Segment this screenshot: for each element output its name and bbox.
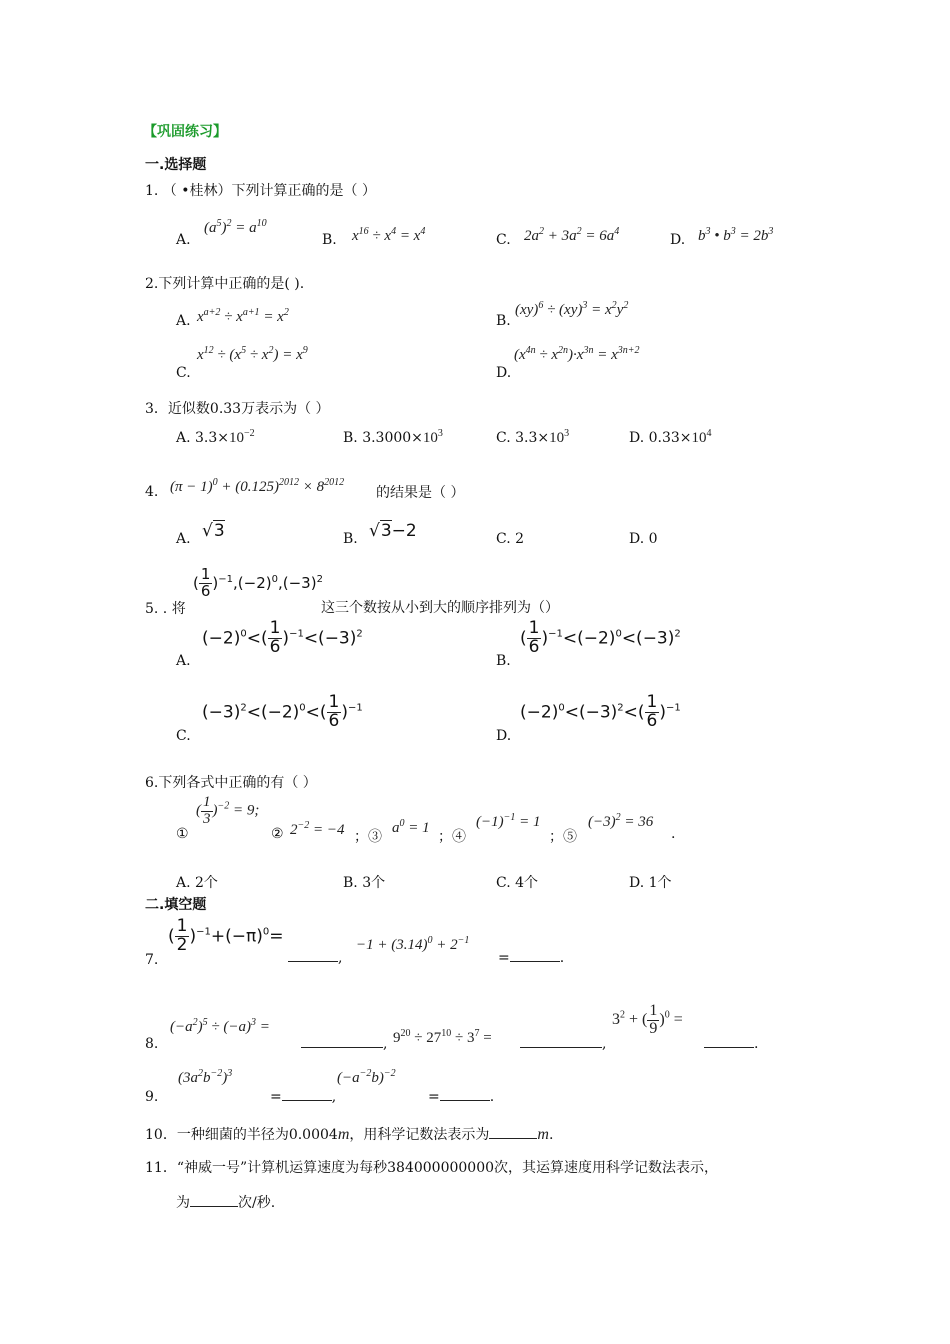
q2-a-label: A. — [176, 313, 191, 329]
q6-d: D. 1个 — [629, 875, 672, 891]
q3-b: B. $3.3000\times 10^3$ — [343, 428, 443, 446]
q4-c: C. 2 — [496, 531, 525, 547]
q2-c-label: C. — [176, 365, 191, 381]
q2-d-label: D. — [496, 365, 512, 381]
q2-b-formula: $(xy)^6 \div (xy)^3 = x^2y^2$ — [515, 300, 629, 318]
q9-blank-2[interactable]: = . — [428, 1089, 495, 1105]
q5-d-label: D. — [496, 728, 512, 744]
q9-blank-1[interactable]: = , — [270, 1089, 337, 1105]
q7-expr-1: ( $\frac{1}{2}$ )$^{-1}+(-\pi)^0=$ — [168, 916, 284, 955]
q6-stem: 6.下列各式中正确的有（ ） — [145, 775, 317, 791]
q7-blank-2[interactable]: = . — [498, 950, 565, 966]
q7-num: 7. — [145, 952, 159, 968]
q9-num: 9. — [145, 1089, 159, 1105]
q6-mark-3: ；③ — [354, 829, 382, 845]
q5-b-formula: ( $\frac{1}{6}$ )$^{-1}<(-2)^0<(-3)^2$ — [520, 618, 681, 657]
q10-text: 10．一种细菌的半径为0.0004m，用科学记数法表示为 m. — [145, 1126, 554, 1143]
q6-expr-2: $2^{-2} = -4$ — [290, 820, 345, 838]
q3-d: D. $0.33\times 10^4$ — [629, 428, 712, 446]
q5-a-label: A. — [176, 653, 191, 669]
q11-line1: 11．“神威一号”计算机运算速度为每秒384000000000次，其运算速度用科学记数法表示， — [145, 1160, 719, 1176]
q4-b-formula: √3−2 — [369, 521, 417, 541]
q7-expr-2: $-1 + (3.14)^0 + 2^{-1}$ — [356, 935, 470, 953]
q4-suffix: 的结果是（ ） — [376, 485, 465, 501]
q6-mark-4: ；④ — [438, 829, 466, 845]
q4-a-label: A. — [176, 531, 191, 547]
q1-d-label: D. — [670, 232, 686, 248]
q8-blank-3[interactable]: . — [704, 1034, 758, 1052]
q9-expr-2: $(-a^{-2}b)^{-2}$ — [337, 1068, 396, 1086]
q11-line2: 为 次/秒. — [176, 1195, 276, 1211]
q5-d-formula: $(-2)^0<(-3)^2<$( $\frac{1}{6}$ )$^{-1}$ — [520, 692, 681, 731]
q9-expr-1: $(3a^2b^{-2})^3$ — [178, 1068, 233, 1086]
section-header: 【巩固练习】 — [143, 124, 227, 140]
q1-a-formula: $(a^5)^2 = a^{10}$ — [204, 218, 267, 236]
q8-expr-3: $3^2$ + ( $\frac{1}{9}$ )$^0$ = — [612, 1002, 683, 1037]
q6-b: B. 3个 — [343, 875, 386, 891]
q3-a: A. $3.3\times 10^{-2}$ — [176, 428, 255, 446]
q5-suffix: 这三个数按从小到大的顺序排列为（） — [321, 600, 559, 616]
q6-c: C. 4个 — [496, 875, 539, 891]
q6-expr-4: $(-1)^{-1} = 1$ — [476, 812, 541, 830]
q6-expr-5: $(-3)^2 = 36$ — [588, 812, 654, 830]
q3-c: C. $3.3\times 10^3$ — [496, 428, 570, 446]
q5-c-formula: $(-3)^2<(-2)^0<$( $\frac{1}{6}$ )$^{-1}$ — [202, 692, 363, 731]
q5-a-formula: $(-2)^0<$( $\frac{1}{6}$ )$^{-1}<(-3)^2$ — [202, 618, 363, 657]
part2-title: 二.填空题 — [145, 897, 207, 913]
q4-num: 4. — [145, 484, 159, 500]
q4-d: D. 0 — [629, 531, 658, 547]
q8-blank-2[interactable]: , — [520, 1034, 606, 1052]
q1-stem: 1. （ •桂林）下列计算正确的是（ ） — [145, 183, 376, 199]
q5-numbers: ( $\frac{1}{6}$ )$^{-1},(-2)^0,(-3)^2$ — [193, 565, 323, 600]
q7-blank-1[interactable]: , — [288, 948, 342, 966]
q6-expr-3: $a^0 = 1$ — [392, 818, 430, 836]
q1-d-formula: $b^3$ • $b^3 = 2b^3$ — [698, 226, 774, 244]
q1-b-label: B. — [322, 232, 337, 248]
q2-a-formula: $x^{a+2} \div x^{a+1} = x^2$ — [197, 307, 289, 325]
q6-expr-1: ( $\frac{1}{3}$ )$^{-2}$ = 9; — [196, 794, 260, 827]
q5-b-label: B. — [496, 653, 511, 669]
q6-a: A. 2个 — [176, 875, 218, 891]
q2-d-formula: $(x^{4n} \div x^{2n})\cdot x^{3n} = x^{3n+2}$ — [514, 345, 640, 363]
q6-period: . — [671, 826, 676, 842]
q1-b-formula: $x^{16} \div x^4 = x^4$ — [352, 226, 426, 244]
part1-title: 一.选择题 — [145, 157, 207, 173]
q6-mark-2: ② — [271, 826, 284, 842]
q2-b-label: B. — [496, 313, 511, 329]
q3-stem: 3．近似数0.33万表示为（ ） — [145, 401, 330, 417]
q6-mark-1: ① — [176, 826, 189, 842]
q8-blank-1[interactable]: , — [301, 1034, 387, 1052]
q8-num: 8. — [145, 1036, 159, 1052]
q4-expression: $(\pi - 1)^0 + (0.125)^{2012} \times 8^{2012}$ — [170, 477, 345, 495]
q2-c-formula: $x^{12} \div (x^5 \div x^2) = x^9$ — [197, 345, 308, 363]
q8-expr-2: $9^{20} \div 27^{10} \div 3^7$ = — [393, 1028, 492, 1046]
q2-stem: 2.下列计算中正确的是( ). — [145, 276, 305, 292]
q8-expr-1: $(-a^2)^5 \div (-a)^3$ = — [170, 1017, 270, 1035]
q5-num: 5. . 将 — [145, 601, 186, 617]
q1-c-formula: $2a^2 + 3a^2 = 6a^4$ — [524, 226, 620, 244]
q4-a-formula: √3 — [202, 521, 225, 541]
q1-c-label: C. — [496, 232, 511, 248]
q4-b-label: B. — [343, 531, 358, 547]
q6-mark-5: ；⑤ — [549, 829, 577, 845]
q5-c-label: C. — [176, 728, 191, 744]
q1-a-label: A. — [176, 232, 191, 248]
